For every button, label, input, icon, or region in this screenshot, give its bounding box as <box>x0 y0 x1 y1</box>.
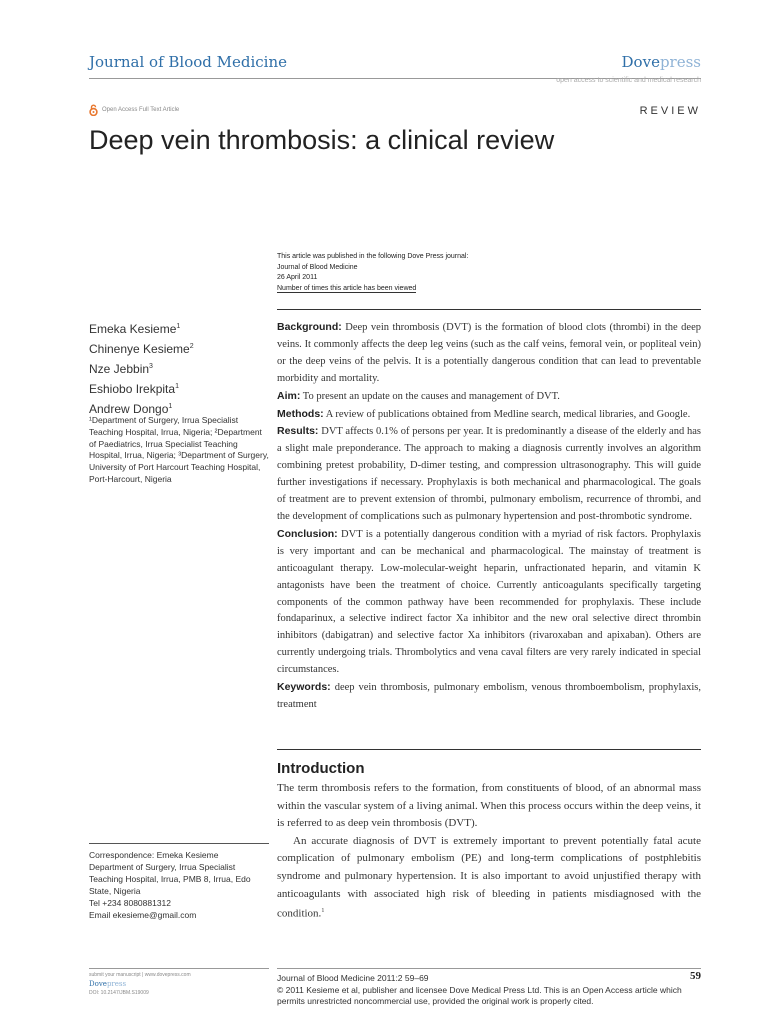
intro-paragraph-2: An accurate diagnosis of DVT is extremely important to prevent potentially fatal acute complication of pulmonary embolism (PE) and long-term complications of postphlebitis syndrome and pulmonary hypertension. It is also important to avoid unjustified therapy with anticoagulants with associated high risk of bleeding in patients misdiagnosed with the condition.$^1$ <box>277 834 701 920</box>
abstract <box>277 319 701 714</box>
introduction-heading: Introduction <box>277 760 365 777</box>
abstract-results: Results: DVT affects 0.1% of persons per year. It is predominantly a disease of the elderly and has a slight male preponderance. The approach to making a diagnosis currently involves an algorithm combining pretest probability, D-dimer testing, and compression ultrasonography. This will guide further investigations if necessary. Prophylaxis is both mechanical and pharmacological. The goals of treatment are to prevent extension of thrombi, pulmonary embolism, recurrence of thrombi, and the development of complications such as pulmonary hypertension and post-thrombotic syndrome. <box>277 425 701 522</box>
abstract-keywords: Keywords: deep vein thrombosis, pulmonary embolism, venous thromboembolism, prophylaxis, treatment <box>277 681 701 710</box>
pubinfo-date: 26 April 2011 <box>277 274 318 281</box>
publisher-logo <box>622 53 701 71</box>
footer-right-rule <box>277 968 701 969</box>
author: Nze Jebbin$^3$ <box>89 362 153 376</box>
doi[interactable]: DOI: 10.2147/JBM.S19009 <box>89 990 149 996</box>
publication-info <box>277 252 468 294</box>
introduction-body <box>277 780 701 923</box>
footer-left-rule <box>89 968 269 969</box>
footer-publisher-logo: Dovepress <box>89 980 127 988</box>
correspondence-rule <box>89 843 269 844</box>
author-list <box>89 318 194 418</box>
publisher-logo-main: Dove <box>621 53 660 71</box>
abstract-conclusion: Conclusion: DVT is a potentially dangerous condition with a myriad of risk factors. Prophylaxis is very important and can be mechanical and pharmacological. The mainstay of treatment is anticoagulant therapy. Low-molecular-weight heparin, unfractionated heparin, and vitamin K antagonists have been the treatment of choice. Currently anticoagulants specifically targeting components of the common pathway have been recommended for prophylaxis. These include fondaparinux, a selective indirect factor Xa inhibitor and the new oral selective direct thrombin inhibitors (dabigatran) and selective factor Xa inhibitors (rivaroxaban and apixaban). Others are currently undergoing trials. Thrombolytics and vena caval filters are very rarely indicated in special circumstances. <box>277 527 701 676</box>
corr-phone: Tel +234 8080881312 <box>89 897 172 908</box>
abstract-aim: Aim: To present an update on the causes and management of DVT. <box>277 389 560 402</box>
citation-line: Journal of Blood Medicine 2011:2 59–69 <box>277 973 429 983</box>
article-title: Deep vein thrombosis: a clinical review <box>89 125 555 155</box>
citation-ref[interactable]: 1 <box>321 908 325 915</box>
abstract-background: Background: Deep vein thrombosis (DVT) is the formation of blood clots (thrombi) in the deep veins. It commonly affects the deep leg veins (such as the calf veins, femoral vein, or popliteal vein) or the deep veins of the pelvis. It is a potentially dangerous condition that can lead to preventable morbidity and mortality. <box>277 321 701 384</box>
open-access-lock-icon <box>89 104 98 116</box>
corr-name: Correspondence: Emeka Kesieme <box>89 850 219 860</box>
view-count-link[interactable]: Number of times this article has been viewed <box>277 284 417 292</box>
open-access-label: Open Access Full Text Article <box>102 107 180 113</box>
affiliations: ¹Department of Surgery, Irrua Specialist Teaching Hospital, Irrua, Nigeria; ²Department of Paediatrics, Irrua Specialist Teaching Hospital, Irrua, Nigeria; ³Department of Surgery, University of Port Harcourt Teaching Hospital, Port-Harcourt, Nigeria <box>89 415 269 484</box>
publisher-logo-suffix: press <box>659 53 701 71</box>
author: Eshiobo Irekpita$^1$ <box>89 382 179 396</box>
author: Emeka Kesieme$^1$ <box>89 322 181 336</box>
correspondence <box>89 850 269 921</box>
abstract-methods: Methods: A review of publications obtained from Medline search, medical libraries, and Google. <box>277 407 691 420</box>
page-number: 59 <box>690 970 701 982</box>
author: Chinenye Kesieme$^2$ <box>89 342 194 356</box>
corr-email[interactable]: Email ekesieme@gmail.com <box>89 909 197 920</box>
abstract-top-rule <box>277 309 701 310</box>
pubinfo-line-1: This article was published in the following Dove Press journal: <box>277 253 469 260</box>
author: Andrew Dongo$^1$ <box>89 402 173 416</box>
pubinfo-journal: Journal of Blood Medicine <box>277 263 358 271</box>
footer-left <box>89 971 191 998</box>
article-type: REVIEW <box>639 105 701 117</box>
footer-citation <box>277 973 701 1008</box>
journal-name: Journal of Blood Medicine <box>89 53 288 71</box>
submit-manuscript-link[interactable]: submit your manuscript | www.dovepress.com <box>89 972 191 978</box>
publisher-tagline: open access to scientific and medical research <box>556 77 701 84</box>
open-access-badge <box>89 104 179 116</box>
corr-address: Department of Surgery, Irrua Specialist Teaching Hospital, Irrua, PMB 8, Irrua, Edo State, Nigeria <box>89 861 251 896</box>
abstract-bottom-rule <box>277 749 701 750</box>
intro-paragraph-1: The term thrombosis refers to the formation, from constituents of blood, of an abnormal mass within the vascular system of a living animal. When this process occurs within the deep veins, it is referred to as deep vein thrombosis (DVT). <box>277 782 701 830</box>
copyright-notice: © 2011 Kesieme et al, publisher and licensee Dove Medical Press Ltd. This is an Open Access article which permits unrestricted noncommercial use, provided the original work is properly cited. <box>277 984 682 1006</box>
